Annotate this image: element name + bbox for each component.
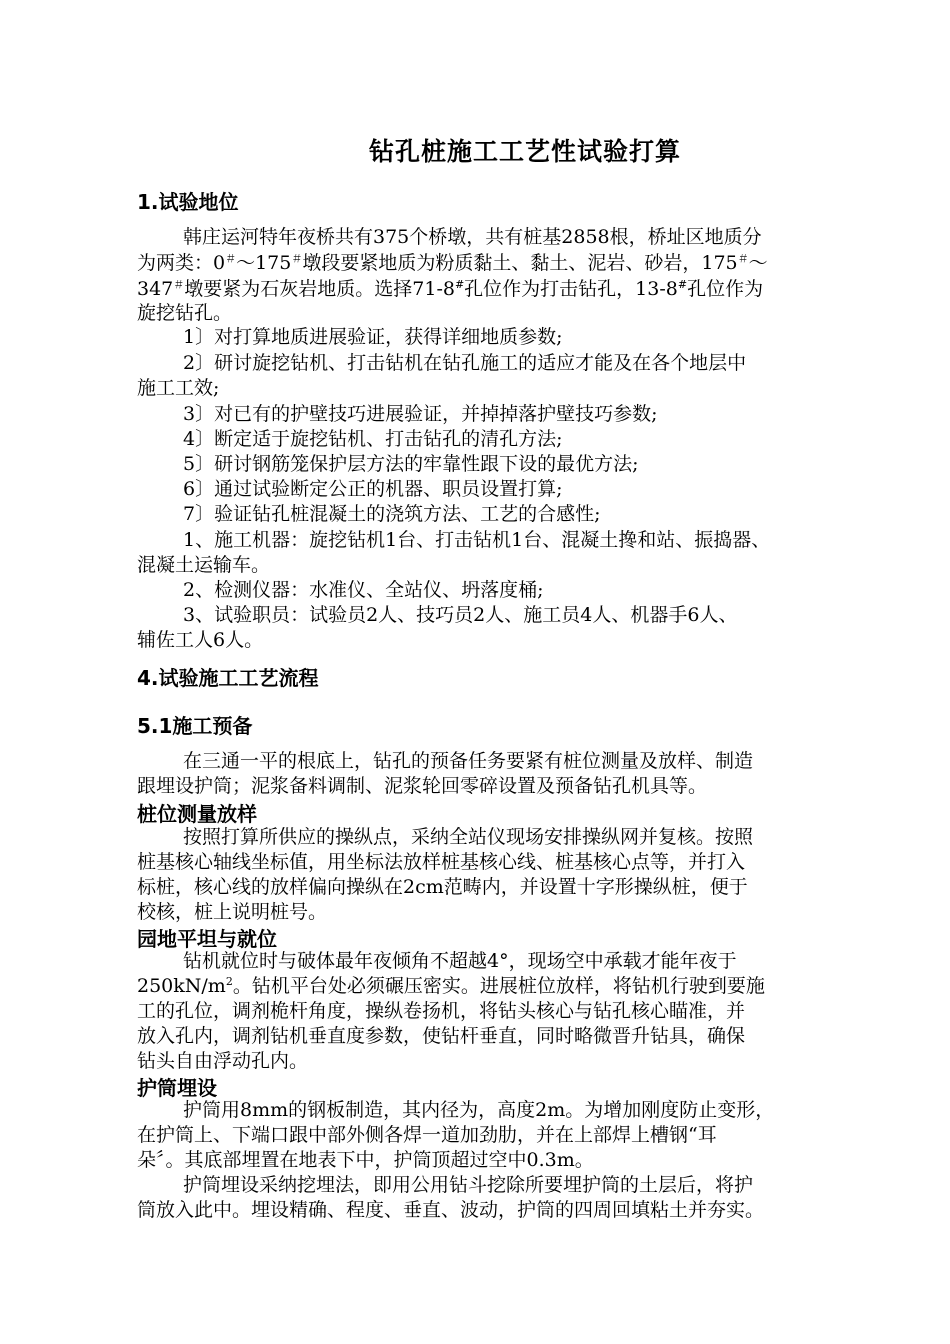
list-item: 施工工效;: [137, 377, 220, 399]
paragraph-line: 钻头自由浮动孔内。: [137, 1050, 309, 1072]
paragraph-line: 护筒用8mm的钢板制造，其内径为，高度2m。为增加刚度防止变形，: [183, 1099, 775, 1121]
list-item: 4〕断定适于旋挖钻机、打击钻孔的清孔方法;: [183, 428, 563, 450]
paragraph-line: 筒放入此中。埋设精确、程度、垂直、波动，护筒的四周回填粘土并夯实。: [137, 1199, 765, 1221]
paragraph-line: 钻机就位时与破体最年夜倾角不超越4°，现场空中承载才能年夜于: [183, 950, 737, 972]
paragraph-line: 放入孔内，调剂钻机垂直度参数，使钻杆垂直，同时略微晋升钻具，确保: [137, 1025, 746, 1047]
paragraph-line: 为两类：0＃～175＃墩段要紧地质为粉质黏土、黏土、泥岩、砂岩，175＃～: [137, 252, 768, 274]
paragraph-line: 跟埋设护筒；泥浆备料调制、泥浆轮回零碎设置及预备钻孔机具等。: [137, 775, 708, 797]
paragraph-line: 桩基核心轴线坐标值，用坐标法放样桩基核心线、桩基核心点等，并打入: [137, 851, 746, 873]
subsection-heading: 护筒埋设: [137, 1076, 217, 1100]
paragraph-line: $250kN/m^2$。钻机平台处必须碾压密实。进展桩位放样，将钻机行驶到要施: [137, 975, 765, 997]
paragraph-line: 按照打算所供应的操纵点，采纳全站仪现场安排操纵网并复核。按照: [183, 826, 754, 848]
list-item: 5〕研讨钢筋笼保护层方法的牢靠性跟下设的最优方法;: [183, 453, 639, 475]
paragraph-line: 护筒埋设采纳挖埋法，即用公用钻斗挖除所要埋护筒的土层后，将护: [183, 1174, 754, 1196]
paragraph-line: 在护筒上、下端口跟中部外侧各焊一道加劲肋，并在上部焊上槽钢“耳: [137, 1124, 717, 1146]
list-item: 6〕通过试验断定公正的机器、职员设置打算;: [183, 478, 563, 500]
paragraph-line: 校核，桩上说明桩号。: [137, 901, 328, 923]
list-item: 辅佐工人6人。: [137, 629, 264, 651]
list-item: 2、检测仪器：水准仪、全站仪、坍落度桶;: [183, 579, 544, 601]
list-item: 混凝土运输车。: [137, 554, 271, 576]
section-heading-1: 1.试验地位: [137, 190, 239, 214]
list-item: 2〕研讨旋挖钻机、打击钻机在钻孔施工的适应才能及在各个地层中: [183, 352, 747, 374]
paragraph-line: 韩庄运河特年夜桥共有375个桥墩，共有桩基2858根，桥址区地质分: [183, 226, 762, 248]
list-item: 3、试验职员：试验员2人、技巧员2人、施工员4人、机器手6人、: [183, 604, 738, 626]
list-item: 1〕对打算地质进展验证，获得详细地质参数;: [183, 326, 563, 348]
page-title: 钻孔桩施工工艺性试验打算: [368, 137, 681, 166]
list-item: 3〕对已有的护壁技巧进展验证，并掉掉落护壁技巧参数;: [183, 403, 658, 425]
paragraph-line: 朵〞。其底部埋置在地表下中，护筒顶超过空中0.3m。: [137, 1149, 594, 1171]
section-heading-5-1: 5.1施工预备: [137, 714, 253, 738]
subsection-heading: 桩位测量放样: [137, 802, 257, 826]
paragraph-line: 标桩，核心线的放样偏向操纵在2cm范畴内，并设置十字形操纵桩，便于: [137, 876, 748, 898]
subsection-heading: 园地平坦与就位: [137, 927, 277, 951]
list-item: 1、施工机器：旋挖钻机1台、打击钻机1台、混凝土搀和站、振捣器、: [183, 529, 771, 551]
paragraph-line: 工的孔位，调剂桅杆角度，操纵卷扬机，将钻头核心与钻孔核心瞄准，并: [137, 1000, 746, 1022]
paragraph-line: 347＃墩要紧为石灰岩地质。选择71-8#孔位作为打击钻孔，13-8#孔位作为: [137, 278, 764, 300]
section-heading-4: 4.试验施工工艺流程: [137, 666, 319, 690]
paragraph-line: 旋挖钻孔。: [137, 302, 233, 324]
list-item: 7〕验证钻孔桩混凝土的浇筑方法、工艺的合感性;: [183, 503, 601, 525]
paragraph-line: 在三通一平的根底上，钻孔的预备任务要紧有桩位测量及放样、制造: [183, 750, 754, 772]
